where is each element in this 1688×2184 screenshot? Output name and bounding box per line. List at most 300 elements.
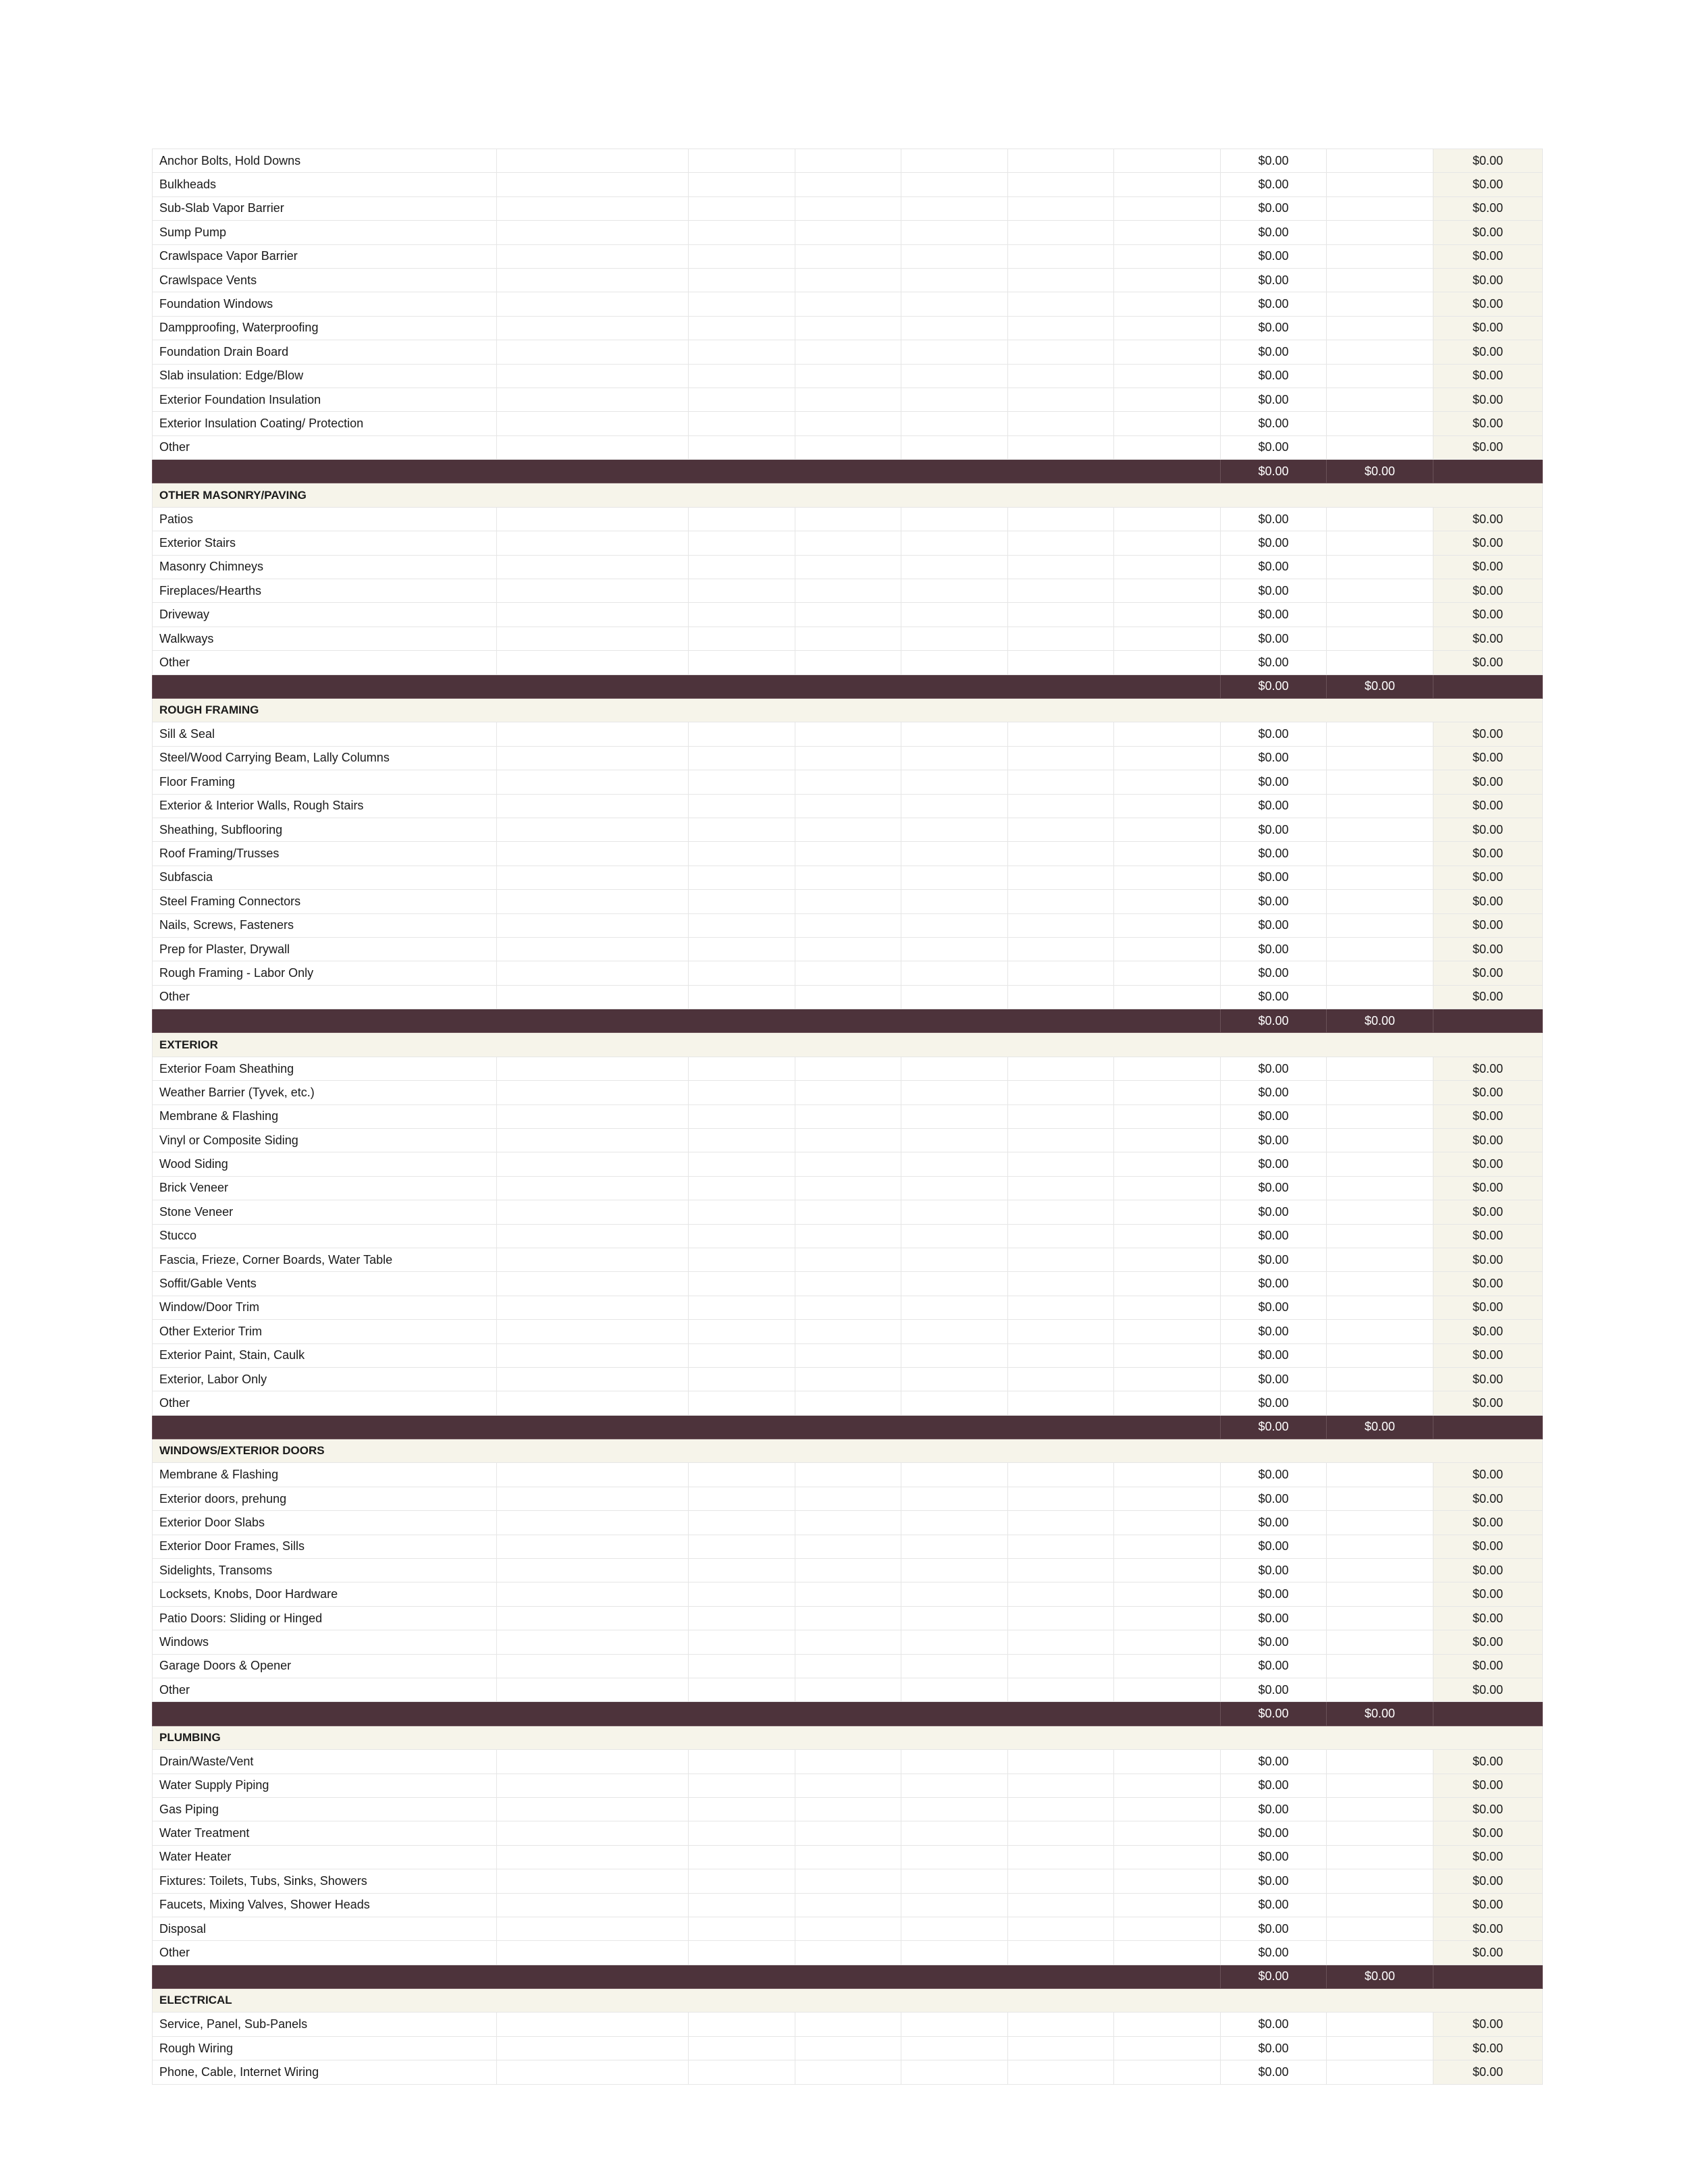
line-item-label[interactable]: Gas Piping <box>153 1797 497 1821</box>
amount-cell[interactable]: $0.00 <box>1221 507 1327 531</box>
input-cell[interactable] <box>497 1343 689 1367</box>
amount-cell[interactable]: $0.00 <box>1221 985 1327 1009</box>
input-cell[interactable] <box>795 1343 901 1367</box>
line-item-label[interactable]: Other <box>153 985 497 1009</box>
total-cell[interactable]: $0.00 <box>1433 1296 1543 1319</box>
input-cell[interactable] <box>1008 722 1114 746</box>
input-cell[interactable] <box>689 1057 795 1080</box>
input-cell[interactable] <box>901 555 1008 579</box>
input-cell[interactable] <box>1008 292 1114 316</box>
input-cell[interactable] <box>497 173 689 196</box>
input-cell[interactable] <box>497 1296 689 1319</box>
input-cell[interactable] <box>689 1224 795 1248</box>
input-cell[interactable] <box>689 770 795 794</box>
amount-cell[interactable]: $0.00 <box>1221 1535 1327 1558</box>
total-cell[interactable]: $0.00 <box>1433 1391 1543 1415</box>
input-cell[interactable] <box>689 1081 795 1104</box>
input-cell[interactable] <box>1327 268 1433 292</box>
input-cell[interactable] <box>1008 1774 1114 1797</box>
input-cell[interactable] <box>1008 1463 1114 1487</box>
line-item-label[interactable]: Subfascia <box>153 865 497 889</box>
input-cell[interactable] <box>689 1654 795 1678</box>
input-cell[interactable] <box>1114 507 1221 531</box>
input-cell[interactable] <box>1008 1750 1114 1774</box>
input-cell[interactable] <box>1114 2036 1221 2060</box>
input-cell[interactable] <box>901 2036 1008 2060</box>
input-cell[interactable] <box>1008 221 1114 244</box>
total-cell[interactable]: $0.00 <box>1433 555 1543 579</box>
input-cell[interactable] <box>1114 890 1221 913</box>
input-cell[interactable] <box>795 244 901 268</box>
input-cell[interactable] <box>497 1630 689 1654</box>
input-cell[interactable] <box>795 1917 901 1940</box>
amount-cell[interactable]: $0.00 <box>1221 1367 1327 1391</box>
input-cell[interactable] <box>1114 316 1221 340</box>
amount-cell[interactable]: $0.00 <box>1221 2060 1327 2084</box>
total-cell[interactable]: $0.00 <box>1433 1487 1543 1510</box>
amount-cell[interactable]: $0.00 <box>1221 1654 1327 1678</box>
total-cell[interactable]: $0.00 <box>1433 340 1543 364</box>
amount-cell[interactable]: $0.00 <box>1221 1081 1327 1104</box>
amount-cell[interactable]: $0.00 <box>1221 1774 1327 1797</box>
amount-cell[interactable]: $0.00 <box>1221 1797 1327 1821</box>
input-cell[interactable] <box>1008 818 1114 841</box>
total-cell[interactable]: $0.00 <box>1433 1535 1543 1558</box>
input-cell[interactable] <box>795 173 901 196</box>
input-cell[interactable] <box>689 746 795 770</box>
input-cell[interactable] <box>901 1559 1008 1582</box>
input-cell[interactable] <box>795 531 901 555</box>
total-cell[interactable]: $0.00 <box>1433 1821 1543 1845</box>
amount-cell[interactable]: $0.00 <box>1221 435 1327 459</box>
input-cell[interactable] <box>901 221 1008 244</box>
input-cell[interactable] <box>497 794 689 818</box>
input-cell[interactable] <box>497 865 689 889</box>
input-cell[interactable] <box>497 196 689 220</box>
input-cell[interactable] <box>1327 507 1433 531</box>
total-cell[interactable]: $0.00 <box>1433 435 1543 459</box>
total-cell[interactable]: $0.00 <box>1433 1129 1543 1152</box>
input-cell[interactable] <box>1327 627 1433 650</box>
input-cell[interactable] <box>1114 173 1221 196</box>
amount-cell[interactable]: $0.00 <box>1221 1941 1327 1965</box>
line-item-label[interactable]: Soffit/Gable Vents <box>153 1272 497 1296</box>
total-cell[interactable]: $0.00 <box>1433 1224 1543 1248</box>
line-item-label[interactable]: Sub-Slab Vapor Barrier <box>153 196 497 220</box>
input-cell[interactable] <box>901 435 1008 459</box>
line-item-label[interactable]: Locksets, Knobs, Door Hardware <box>153 1582 497 1606</box>
line-item-label[interactable]: Brick Veneer <box>153 1176 497 1200</box>
input-cell[interactable] <box>497 1535 689 1558</box>
input-cell[interactable] <box>689 1821 795 1845</box>
line-item-label[interactable]: Exterior Door Slabs <box>153 1511 497 1535</box>
input-cell[interactable] <box>1327 1750 1433 1774</box>
amount-cell[interactable]: $0.00 <box>1221 1129 1327 1152</box>
input-cell[interactable] <box>1327 913 1433 937</box>
amount-cell[interactable]: $0.00 <box>1221 1272 1327 1296</box>
input-cell[interactable] <box>1008 1869 1114 1893</box>
total-cell[interactable]: $0.00 <box>1433 316 1543 340</box>
input-cell[interactable] <box>497 244 689 268</box>
line-item-label[interactable]: Sidelights, Transoms <box>153 1559 497 1582</box>
amount-cell[interactable]: $0.00 <box>1221 603 1327 627</box>
input-cell[interactable] <box>1114 2060 1221 2084</box>
amount-cell[interactable]: $0.00 <box>1221 1224 1327 1248</box>
input-cell[interactable] <box>1327 1057 1433 1080</box>
input-cell[interactable] <box>795 1941 901 1965</box>
line-item-label[interactable]: Walkways <box>153 627 497 650</box>
input-cell[interactable] <box>1327 1869 1433 1893</box>
amount-cell[interactable]: $0.00 <box>1221 2013 1327 2036</box>
amount-cell[interactable]: $0.00 <box>1221 890 1327 913</box>
input-cell[interactable] <box>795 937 901 961</box>
input-cell[interactable] <box>1327 2036 1433 2060</box>
total-cell[interactable]: $0.00 <box>1433 913 1543 937</box>
input-cell[interactable] <box>497 340 689 364</box>
line-item-label[interactable]: Anchor Bolts, Hold Downs <box>153 149 497 173</box>
input-cell[interactable] <box>689 555 795 579</box>
input-cell[interactable] <box>689 2036 795 2060</box>
input-cell[interactable] <box>1327 1487 1433 1510</box>
input-cell[interactable] <box>1327 1343 1433 1367</box>
input-cell[interactable] <box>497 1248 689 1271</box>
input-cell[interactable] <box>497 1200 689 1224</box>
input-cell[interactable] <box>1327 865 1433 889</box>
line-item-label[interactable]: Stone Veneer <box>153 1200 497 1224</box>
input-cell[interactable] <box>497 627 689 650</box>
amount-cell[interactable]: $0.00 <box>1221 1296 1327 1319</box>
input-cell[interactable] <box>1114 244 1221 268</box>
input-cell[interactable] <box>1114 1582 1221 1606</box>
input-cell[interactable] <box>1008 388 1114 411</box>
amount-cell[interactable]: $0.00 <box>1221 1821 1327 1845</box>
input-cell[interactable] <box>901 913 1008 937</box>
input-cell[interactable] <box>1327 149 1433 173</box>
input-cell[interactable] <box>1008 1582 1114 1606</box>
line-item-label[interactable]: Steel/Wood Carrying Beam, Lally Columns <box>153 746 497 770</box>
input-cell[interactable] <box>689 1367 795 1391</box>
input-cell[interactable] <box>497 412 689 435</box>
input-cell[interactable] <box>901 1320 1008 1343</box>
input-cell[interactable] <box>689 316 795 340</box>
input-cell[interactable] <box>1327 1224 1433 1248</box>
line-item-label[interactable]: Sheathing, Subflooring <box>153 818 497 841</box>
input-cell[interactable] <box>497 1821 689 1845</box>
input-cell[interactable] <box>1114 913 1221 937</box>
input-cell[interactable] <box>901 1821 1008 1845</box>
input-cell[interactable] <box>1114 1941 1221 1965</box>
amount-cell[interactable]: $0.00 <box>1221 149 1327 173</box>
input-cell[interactable] <box>689 627 795 650</box>
input-cell[interactable] <box>689 1463 795 1487</box>
input-cell[interactable] <box>497 1272 689 1296</box>
input-cell[interactable] <box>497 1869 689 1893</box>
input-cell[interactable] <box>1327 1272 1433 1296</box>
input-cell[interactable] <box>689 794 795 818</box>
input-cell[interactable] <box>1327 1081 1433 1104</box>
input-cell[interactable] <box>1327 746 1433 770</box>
amount-cell[interactable]: $0.00 <box>1221 1845 1327 1869</box>
amount-cell[interactable]: $0.00 <box>1221 244 1327 268</box>
total-cell[interactable]: $0.00 <box>1433 627 1543 650</box>
input-cell[interactable] <box>689 2013 795 2036</box>
line-item-label[interactable]: Bulkheads <box>153 173 497 196</box>
total-cell[interactable]: $0.00 <box>1433 770 1543 794</box>
input-cell[interactable] <box>1008 794 1114 818</box>
input-cell[interactable] <box>497 1152 689 1176</box>
input-cell[interactable] <box>689 1582 795 1606</box>
input-cell[interactable] <box>689 1917 795 1940</box>
input-cell[interactable] <box>497 1654 689 1678</box>
line-item-label[interactable]: Steel Framing Connectors <box>153 890 497 913</box>
input-cell[interactable] <box>689 603 795 627</box>
input-cell[interactable] <box>689 1774 795 1797</box>
input-cell[interactable] <box>1008 1391 1114 1415</box>
total-cell[interactable]: $0.00 <box>1433 1081 1543 1104</box>
line-item-label[interactable]: Fixtures: Toilets, Tubs, Sinks, Showers <box>153 1869 497 1893</box>
input-cell[interactable] <box>1114 2013 1221 2036</box>
line-item-label[interactable]: Crawlspace Vents <box>153 268 497 292</box>
input-cell[interactable] <box>689 196 795 220</box>
input-cell[interactable] <box>689 1176 795 1200</box>
total-cell[interactable]: $0.00 <box>1433 1917 1543 1940</box>
input-cell[interactable] <box>901 1176 1008 1200</box>
input-cell[interactable] <box>1008 268 1114 292</box>
input-cell[interactable] <box>901 1654 1008 1678</box>
input-cell[interactable] <box>1327 1797 1433 1821</box>
total-cell[interactable]: $0.00 <box>1433 579 1543 603</box>
input-cell[interactable] <box>795 651 901 674</box>
line-item-label[interactable]: Windows <box>153 1630 497 1654</box>
input-cell[interactable] <box>795 770 901 794</box>
input-cell[interactable] <box>901 794 1008 818</box>
total-cell[interactable]: $0.00 <box>1433 1176 1543 1200</box>
input-cell[interactable] <box>1114 1487 1221 1510</box>
amount-cell[interactable]: $0.00 <box>1221 1869 1327 1893</box>
input-cell[interactable] <box>1327 1678 1433 1702</box>
input-cell[interactable] <box>1008 531 1114 555</box>
line-item-label[interactable]: Dampproofing, Waterproofing <box>153 316 497 340</box>
input-cell[interactable] <box>689 890 795 913</box>
input-cell[interactable] <box>795 435 901 459</box>
input-cell[interactable] <box>1327 1367 1433 1391</box>
input-cell[interactable] <box>1327 1535 1433 1558</box>
input-cell[interactable] <box>497 1750 689 1774</box>
total-cell[interactable]: $0.00 <box>1433 890 1543 913</box>
input-cell[interactable] <box>497 555 689 579</box>
amount-cell[interactable]: $0.00 <box>1221 1630 1327 1654</box>
input-cell[interactable] <box>1008 627 1114 650</box>
input-cell[interactable] <box>1008 1654 1114 1678</box>
input-cell[interactable] <box>795 1487 901 1510</box>
total-cell[interactable]: $0.00 <box>1433 1582 1543 1606</box>
input-cell[interactable] <box>901 1272 1008 1296</box>
input-cell[interactable] <box>1008 1559 1114 1582</box>
input-cell[interactable] <box>1008 1797 1114 1821</box>
line-item-label[interactable]: Exterior Stairs <box>153 531 497 555</box>
input-cell[interactable] <box>901 1917 1008 1940</box>
line-item-label[interactable]: Water Heater <box>153 1845 497 1869</box>
amount-cell[interactable]: $0.00 <box>1221 1678 1327 1702</box>
input-cell[interactable] <box>497 651 689 674</box>
input-cell[interactable] <box>901 364 1008 388</box>
amount-cell[interactable]: $0.00 <box>1221 388 1327 411</box>
input-cell[interactable] <box>795 1104 901 1128</box>
input-cell[interactable] <box>1327 579 1433 603</box>
input-cell[interactable] <box>689 340 795 364</box>
input-cell[interactable] <box>795 1774 901 1797</box>
input-cell[interactable] <box>901 2060 1008 2084</box>
input-cell[interactable] <box>1114 1248 1221 1271</box>
input-cell[interactable] <box>497 1893 689 1917</box>
input-cell[interactable] <box>1327 2013 1433 2036</box>
input-cell[interactable] <box>1327 292 1433 316</box>
input-cell[interactable] <box>901 1845 1008 1869</box>
input-cell[interactable] <box>1114 746 1221 770</box>
input-cell[interactable] <box>1114 1678 1221 1702</box>
input-cell[interactable] <box>795 2013 901 2036</box>
input-cell[interactable] <box>795 603 901 627</box>
line-item-label[interactable]: Prep for Plaster, Drywall <box>153 937 497 961</box>
input-cell[interactable] <box>689 388 795 411</box>
input-cell[interactable] <box>1114 794 1221 818</box>
line-item-label[interactable]: Rough Framing - Labor Only <box>153 961 497 985</box>
input-cell[interactable] <box>497 1104 689 1128</box>
total-cell[interactable]: $0.00 <box>1433 1200 1543 1224</box>
input-cell[interactable] <box>795 507 901 531</box>
input-cell[interactable] <box>497 1081 689 1104</box>
total-cell[interactable]: $0.00 <box>1433 364 1543 388</box>
input-cell[interactable] <box>689 1487 795 1510</box>
input-cell[interactable] <box>1114 722 1221 746</box>
input-cell[interactable] <box>901 770 1008 794</box>
input-cell[interactable] <box>1327 722 1433 746</box>
input-cell[interactable] <box>1327 2060 1433 2084</box>
amount-cell[interactable]: $0.00 <box>1221 1606 1327 1630</box>
input-cell[interactable] <box>901 603 1008 627</box>
amount-cell[interactable]: $0.00 <box>1221 1057 1327 1080</box>
total-cell[interactable]: $0.00 <box>1433 244 1543 268</box>
total-cell[interactable]: $0.00 <box>1433 865 1543 889</box>
input-cell[interactable] <box>1114 1893 1221 1917</box>
amount-cell[interactable]: $0.00 <box>1221 292 1327 316</box>
input-cell[interactable] <box>901 1104 1008 1128</box>
line-item-label[interactable]: Driveway <box>153 603 497 627</box>
input-cell[interactable] <box>497 746 689 770</box>
input-cell[interactable] <box>795 1176 901 1200</box>
input-cell[interactable] <box>1327 985 1433 1009</box>
amount-cell[interactable]: $0.00 <box>1221 1487 1327 1510</box>
input-cell[interactable] <box>497 149 689 173</box>
input-cell[interactable] <box>901 1797 1008 1821</box>
input-cell[interactable] <box>795 1511 901 1535</box>
input-cell[interactable] <box>901 1630 1008 1654</box>
input-cell[interactable] <box>901 1343 1008 1367</box>
input-cell[interactable] <box>1008 2060 1114 2084</box>
input-cell[interactable] <box>497 388 689 411</box>
amount-cell[interactable]: $0.00 <box>1221 865 1327 889</box>
input-cell[interactable] <box>497 1774 689 1797</box>
input-cell[interactable] <box>1008 1511 1114 1535</box>
line-item-label[interactable]: Sill & Seal <box>153 722 497 746</box>
input-cell[interactable] <box>1008 1320 1114 1343</box>
input-cell[interactable] <box>497 1320 689 1343</box>
line-item-label[interactable]: Garage Doors & Opener <box>153 1654 497 1678</box>
input-cell[interactable] <box>689 1559 795 1582</box>
amount-cell[interactable]: $0.00 <box>1221 770 1327 794</box>
input-cell[interactable] <box>1327 1200 1433 1224</box>
input-cell[interactable] <box>901 268 1008 292</box>
input-cell[interactable] <box>689 268 795 292</box>
total-cell[interactable]: $0.00 <box>1433 149 1543 173</box>
input-cell[interactable] <box>1008 1152 1114 1176</box>
input-cell[interactable] <box>1008 1678 1114 1702</box>
input-cell[interactable] <box>1008 579 1114 603</box>
input-cell[interactable] <box>1327 435 1433 459</box>
input-cell[interactable] <box>497 603 689 627</box>
input-cell[interactable] <box>689 1248 795 1271</box>
input-cell[interactable] <box>689 1869 795 1893</box>
line-item-label[interactable]: Wood Siding <box>153 1152 497 1176</box>
input-cell[interactable] <box>1114 1821 1221 1845</box>
input-cell[interactable] <box>497 1391 689 1415</box>
input-cell[interactable] <box>1008 1917 1114 1940</box>
input-cell[interactable] <box>1114 435 1221 459</box>
input-cell[interactable] <box>1327 1152 1433 1176</box>
input-cell[interactable] <box>901 746 1008 770</box>
input-cell[interactable] <box>689 1391 795 1415</box>
input-cell[interactable] <box>1008 435 1114 459</box>
input-cell[interactable] <box>795 340 901 364</box>
input-cell[interactable] <box>689 579 795 603</box>
total-cell[interactable]: $0.00 <box>1433 1654 1543 1678</box>
input-cell[interactable] <box>1114 985 1221 1009</box>
total-cell[interactable]: $0.00 <box>1433 1750 1543 1774</box>
line-item-label[interactable]: Exterior Foundation Insulation <box>153 388 497 411</box>
input-cell[interactable] <box>497 890 689 913</box>
input-cell[interactable] <box>497 937 689 961</box>
input-cell[interactable] <box>795 1272 901 1296</box>
amount-cell[interactable]: $0.00 <box>1221 818 1327 841</box>
line-item-label[interactable]: Slab insulation: Edge/Blow <box>153 364 497 388</box>
input-cell[interactable] <box>1008 746 1114 770</box>
line-item-label[interactable]: Patios <box>153 507 497 531</box>
input-cell[interactable] <box>795 1678 901 1702</box>
input-cell[interactable] <box>1008 2013 1114 2036</box>
input-cell[interactable] <box>1114 268 1221 292</box>
amount-cell[interactable]: $0.00 <box>1221 579 1327 603</box>
input-cell[interactable] <box>901 579 1008 603</box>
input-cell[interactable] <box>1114 1797 1221 1821</box>
amount-cell[interactable]: $0.00 <box>1221 173 1327 196</box>
input-cell[interactable] <box>901 388 1008 411</box>
input-cell[interactable] <box>1114 1845 1221 1869</box>
input-cell[interactable] <box>689 531 795 555</box>
input-cell[interactable] <box>1008 1104 1114 1128</box>
input-cell[interactable] <box>901 842 1008 865</box>
input-cell[interactable] <box>795 1606 901 1630</box>
input-cell[interactable] <box>689 364 795 388</box>
input-cell[interactable] <box>901 531 1008 555</box>
input-cell[interactable] <box>497 1057 689 1080</box>
total-cell[interactable]: $0.00 <box>1433 1057 1543 1080</box>
input-cell[interactable] <box>795 1582 901 1606</box>
input-cell[interactable] <box>1327 603 1433 627</box>
input-cell[interactable] <box>901 985 1008 1009</box>
input-cell[interactable] <box>1327 1941 1433 1965</box>
total-cell[interactable]: $0.00 <box>1433 1606 1543 1630</box>
input-cell[interactable] <box>1008 149 1114 173</box>
